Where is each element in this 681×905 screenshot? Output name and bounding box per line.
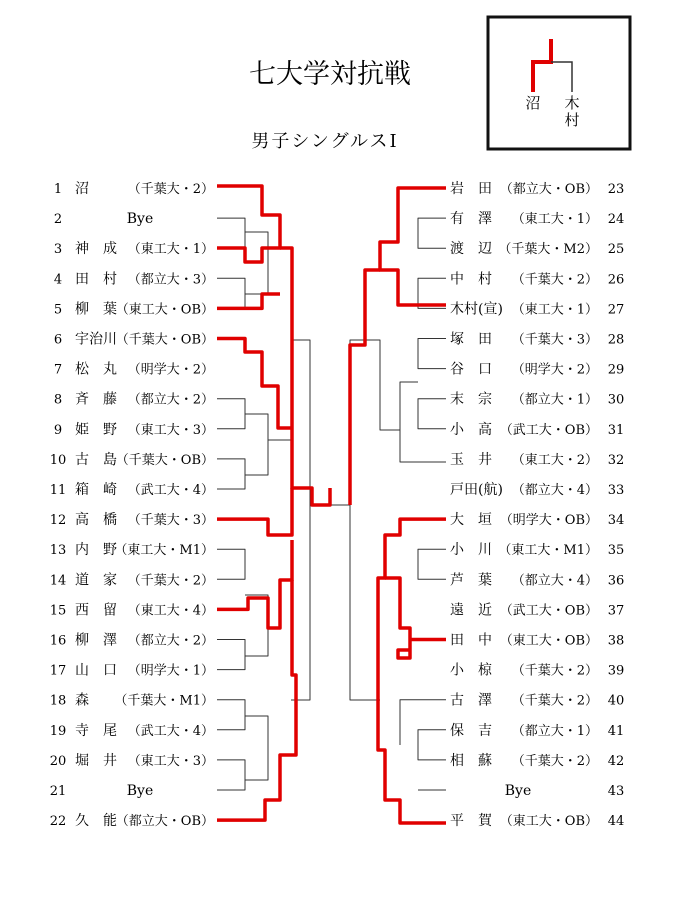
- entry-number: 14: [49, 573, 67, 589]
- entry-number: 29: [607, 362, 625, 378]
- entry-school: （東工大・3）: [127, 753, 214, 769]
- entry-bye: Bye: [126, 211, 154, 228]
- entry-name: 柳 葉: [75, 301, 117, 318]
- bracket-line: [245, 414, 268, 475]
- winner-path: [378, 519, 446, 823]
- entry-number: 5: [53, 302, 63, 318]
- entry-number: 13: [49, 543, 67, 559]
- entry-name: 遠 近: [450, 602, 492, 619]
- entry-school: （千葉大・OB）: [115, 332, 214, 348]
- entry-number: 28: [607, 332, 625, 348]
- bracket-line: [217, 278, 245, 308]
- entry-name: 相 蘇: [450, 752, 492, 769]
- entry-name: 渡 辺: [450, 241, 492, 258]
- entry-number: 39: [607, 663, 625, 679]
- entry-school: （東工大・3）: [127, 422, 214, 438]
- entry-number: 11: [49, 483, 67, 498]
- entry-number: 23: [607, 182, 625, 197]
- entry-number: 8: [53, 392, 63, 408]
- entry-name: 高 橋: [75, 512, 117, 529]
- entry-bye: Bye: [126, 783, 154, 799]
- entry-number: 7: [53, 362, 63, 378]
- winner-path: [217, 488, 292, 535]
- entry-number: 21: [49, 784, 67, 799]
- bracket-line: [418, 399, 446, 429]
- entry-school: （明学大・2）: [511, 362, 598, 378]
- entry-school: （東工大・OB）: [499, 814, 598, 830]
- entry-number: 2: [53, 212, 63, 228]
- entry-name: 塚 田: [450, 331, 492, 348]
- entry-number: 16: [49, 633, 67, 649]
- entry-school: （都立大・1）: [511, 723, 598, 739]
- entry-name: 内 野: [75, 542, 117, 559]
- legend-loser-label-1: 木: [564, 94, 580, 112]
- entry-name: 中 村: [450, 271, 492, 288]
- entry-name: 箱 崎: [75, 482, 117, 498]
- entry-school: （明学大・1）: [127, 663, 214, 679]
- entry-number: 31: [607, 422, 625, 438]
- entry-name: 神 成: [75, 241, 117, 258]
- entry-number: 15: [49, 603, 67, 619]
- entry-name: 宇治川: [75, 331, 117, 348]
- entry-number: 26: [607, 272, 625, 288]
- winner-path: [217, 339, 292, 429]
- entry-school: （武工大・OB）: [499, 422, 598, 438]
- entry-name: 山 口: [75, 662, 117, 679]
- entry-name: 柳 澤: [75, 632, 117, 649]
- entry-number: 35: [607, 543, 625, 559]
- entry-name: 堀 井: [75, 752, 117, 769]
- page-title: 七大学対抗戦: [249, 59, 411, 90]
- bracket-line: [217, 640, 245, 670]
- entry-name: 平 賀: [450, 813, 492, 830]
- entry-school: （武工大・OB）: [499, 603, 598, 619]
- entry-school: （都立大・OB）: [115, 814, 214, 830]
- entry-number: 32: [607, 452, 625, 468]
- entry-school: （都立大・2）: [127, 392, 214, 408]
- entry-number: 42: [607, 753, 625, 769]
- entry-number: 38: [607, 633, 625, 649]
- entry-number: 41: [607, 723, 625, 739]
- entry-school: （千葉大・2）: [511, 693, 598, 709]
- bracket-line: [217, 459, 245, 489]
- entry-name: 古 澤: [450, 692, 492, 709]
- entry-name: 岩 田: [450, 181, 492, 197]
- entry-school: （東工大・OB）: [499, 633, 598, 649]
- entry-number: 6: [53, 332, 63, 348]
- entry-school: （都立大・4）: [511, 573, 598, 589]
- bracket-line: [217, 700, 245, 730]
- entry-number: 3: [53, 242, 63, 258]
- entry-name: 小 川: [450, 542, 492, 559]
- entry-name: 斉 藤: [75, 391, 117, 408]
- entry-number: 4: [53, 272, 63, 288]
- entry-school: （千葉大・M2）: [498, 242, 598, 258]
- entry-name: 玉 井: [450, 451, 492, 468]
- entry-school: （都立大・4）: [511, 483, 598, 498]
- entry-name: 道 家: [75, 572, 117, 589]
- entry-school: （東工大・1）: [511, 212, 598, 228]
- legend-loser-line: [551, 62, 572, 92]
- entry-number: 18: [49, 693, 67, 709]
- winner-path-lines: [217, 186, 446, 823]
- winner-path: [217, 540, 292, 628]
- bracket-line: [245, 716, 268, 780]
- entry-school: （千葉大・2）: [511, 663, 598, 679]
- winner-path: [217, 186, 280, 262]
- bracket-line: [217, 549, 245, 579]
- entry-number: 1: [53, 182, 63, 197]
- entry-number: 30: [607, 392, 625, 408]
- entry-number: 10: [49, 452, 67, 468]
- entry-number: 37: [607, 603, 625, 619]
- entry-name: 田 村: [75, 271, 117, 288]
- entry-number: 44: [607, 814, 625, 830]
- entry-school: （武工大・4）: [127, 723, 214, 739]
- entry-name: 沼: [75, 181, 89, 197]
- entry-number: 17: [49, 663, 67, 679]
- entry-school: （武工大・4）: [127, 483, 214, 498]
- entry-school: （都立大・2）: [127, 633, 214, 649]
- entry-number: 25: [607, 242, 625, 258]
- entry-number: 27: [607, 302, 625, 318]
- entry-number: 12: [49, 513, 67, 529]
- entry-name: 寺 尾: [75, 722, 117, 739]
- entry-number: 43: [607, 784, 625, 799]
- entry-number: 9: [53, 422, 63, 438]
- entry-name: 久 能: [75, 813, 117, 830]
- entry-school: （千葉大・3）: [511, 332, 598, 348]
- entry-school: （千葉大・2）: [127, 182, 214, 197]
- entry-name: 古 島: [75, 451, 117, 468]
- entry-number: 33: [607, 483, 625, 498]
- entry-number: 20: [49, 753, 67, 769]
- winner-path: [280, 248, 330, 505]
- winner-path: [350, 270, 380, 505]
- entry-bye: Bye: [504, 783, 532, 799]
- entry-number: 22: [49, 814, 67, 830]
- entry-school: （東工大・M1）: [114, 543, 214, 559]
- entry-school: （東工大・4）: [127, 603, 214, 619]
- legend-frame: [488, 17, 630, 149]
- entry-school: （東工大・1）: [511, 302, 598, 318]
- winner-path: [385, 578, 446, 658]
- bracket-line: [217, 760, 245, 790]
- entry-name: 大 垣: [450, 512, 492, 529]
- page-subtitle: 男子シングルスⅠ: [251, 131, 399, 152]
- entry-name: 末 宗: [450, 391, 492, 408]
- bracket-line: [418, 549, 446, 579]
- bracket-line: [217, 218, 245, 248]
- entry-school: （都立大・OB）: [499, 182, 598, 197]
- bracket-line: [268, 340, 310, 700]
- entry-school: （千葉大・3）: [127, 513, 214, 529]
- entry-name: 森: [75, 692, 89, 709]
- entry-school: （東工大・2）: [511, 452, 598, 468]
- legend-winner-line: [533, 39, 551, 92]
- bracket-line: [400, 700, 446, 745]
- entry-school: （東工大・OB）: [115, 302, 214, 318]
- entry-name: 木村(宣): [450, 301, 503, 318]
- entry-school: （千葉大・2）: [511, 753, 598, 769]
- entry-number: 24: [607, 212, 625, 228]
- legend-winner-label: 沼: [525, 94, 541, 112]
- entry-school: （都立大・1）: [511, 392, 598, 408]
- entry-school: （東工大・M1）: [498, 543, 598, 559]
- entry-school: （明学大・2）: [127, 362, 214, 378]
- entry-school: （千葉大・M1）: [114, 693, 214, 709]
- entry-school: （都立大・3）: [127, 272, 214, 288]
- entry-name: 戸田(航): [450, 482, 503, 498]
- legend-box: [488, 17, 630, 149]
- entry-name: 芦 葉: [450, 572, 492, 589]
- entry-school: （千葉大・2）: [511, 272, 598, 288]
- bracket-line: [418, 730, 446, 760]
- entry-number: 34: [607, 513, 625, 529]
- entry-name: 谷 口: [450, 361, 492, 378]
- entry-number: 40: [607, 693, 625, 709]
- entry-school: （東工大・1）: [127, 242, 214, 258]
- bracket-line: [418, 218, 446, 248]
- entry-school: （千葉大・OB）: [115, 452, 214, 468]
- bracket-line: [400, 382, 446, 462]
- entry-name: 姫 野: [75, 421, 117, 438]
- entry-school: （千葉大・2）: [127, 573, 214, 589]
- entry-name: 小 高: [450, 421, 492, 438]
- entry-name: 西 留: [75, 602, 117, 619]
- bracket-line: [217, 399, 245, 429]
- entry-name: 有 澤: [450, 211, 492, 228]
- winner-path: [380, 188, 446, 305]
- entry-number: 19: [49, 723, 67, 739]
- entry-name: 小 椋: [450, 662, 492, 679]
- entry-number: 36: [607, 573, 625, 589]
- legend-loser-label-2: 村: [564, 111, 580, 129]
- entry-name: 保 吉: [450, 722, 492, 739]
- winner-path: [217, 294, 280, 308]
- entry-school: （明学大・OB）: [499, 513, 598, 529]
- bracket-line: [418, 339, 446, 369]
- entry-name: 田 中: [450, 632, 492, 649]
- bracket-line: [350, 340, 400, 700]
- entry-name: 松 丸: [75, 361, 117, 378]
